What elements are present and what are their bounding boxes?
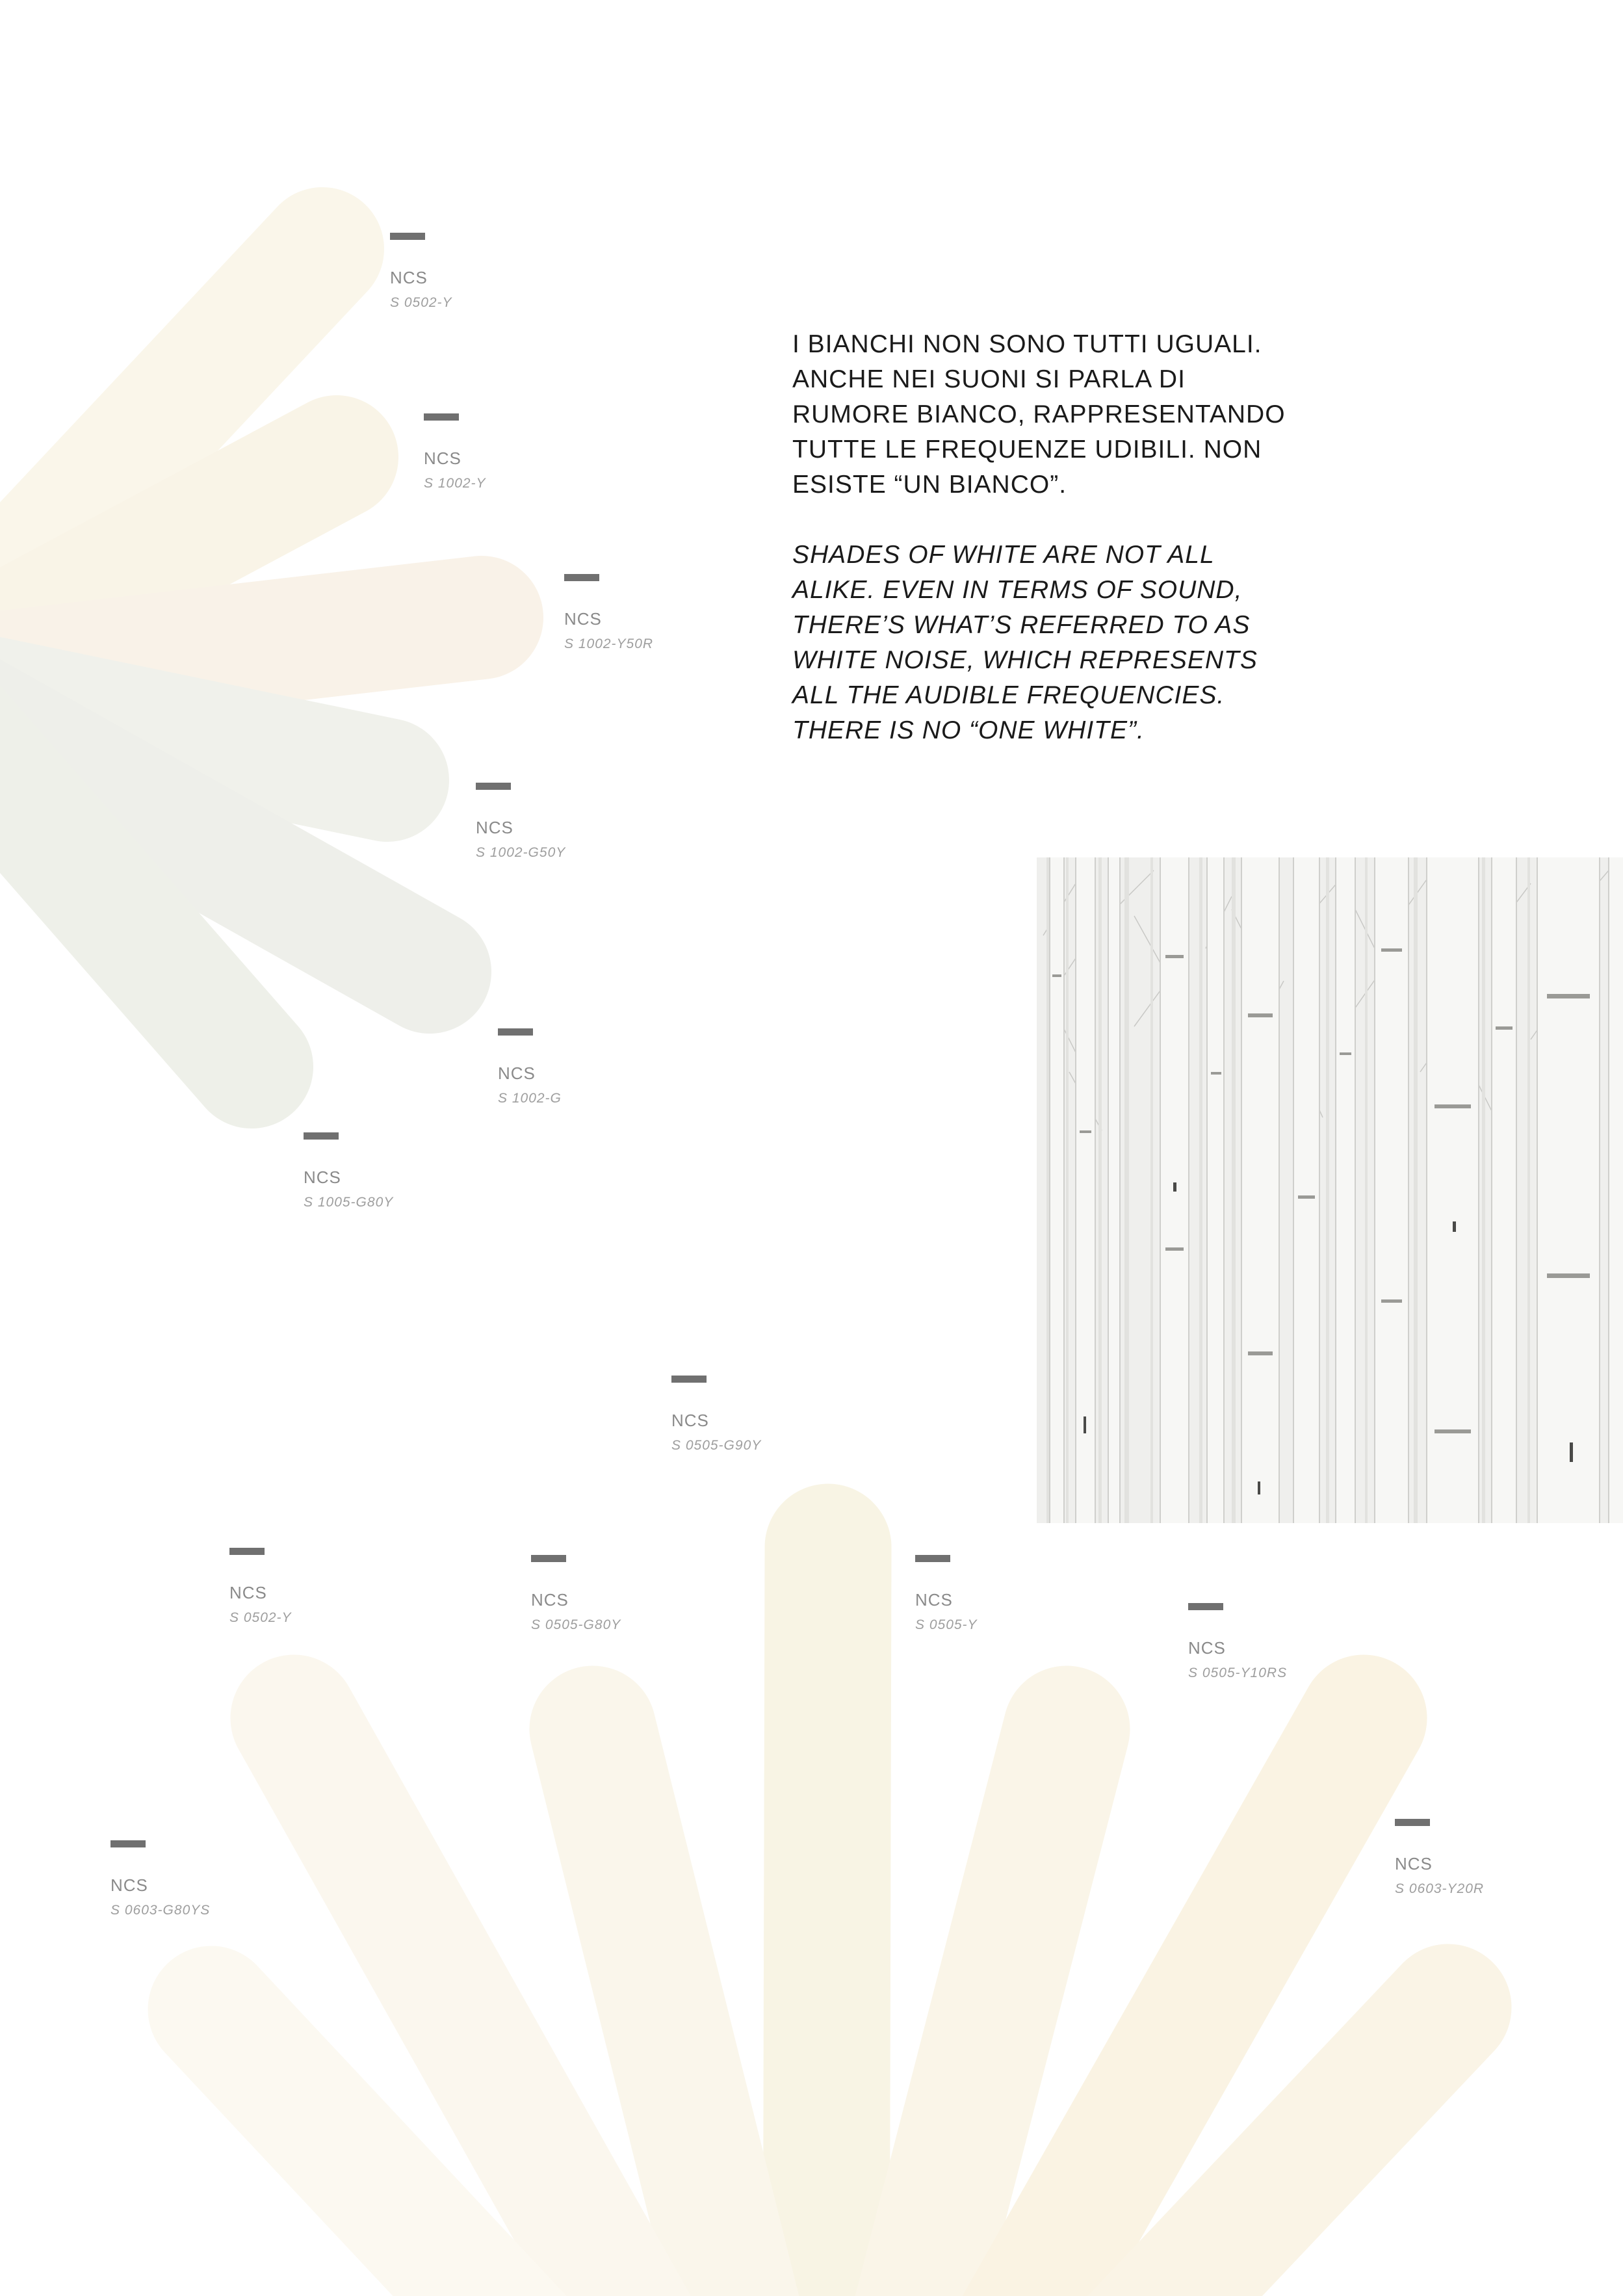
- swatch-label: [671, 1376, 761, 1452]
- swatch-code: S 0502-Y: [229, 1610, 292, 1625]
- swatch-marker: [1395, 1819, 1430, 1826]
- petal-s0505-g90y: [825, 1547, 828, 2296]
- swatch-code: S 1002-Y50R: [564, 636, 654, 651]
- swatch-code: S 0505-Y: [915, 1617, 978, 1632]
- swatch-label: [1188, 1603, 1287, 1680]
- swatch-marker: [424, 413, 459, 421]
- swatch-code: S 0502-Y: [390, 295, 452, 310]
- swatch-code: S 1002-G: [498, 1091, 562, 1106]
- swatch-marker: [671, 1376, 707, 1383]
- swatch-marker: [476, 783, 511, 790]
- english-paragraph: SHADES OF WHITE ARE NOT ALL ALIKE. EVEN IN TERMS OF SOUND, THERE’S WHAT’S REFERRED TO AS WHITE NOISE, WHICH REPRESENTS ALL THE AUDIBLE FREQUENCIES. THERE IS NO “ONE WHITE”.: [792, 541, 1258, 744]
- swatch-system: NCS: [671, 1411, 709, 1430]
- swatch-label: [1395, 1819, 1484, 1896]
- birch-forest-photo: [1037, 857, 1623, 1523]
- swatch-marker: [498, 1028, 533, 1036]
- swatch-marker: [1188, 1603, 1223, 1610]
- swatch-system: NCS: [110, 1875, 148, 1895]
- swatch-system: NCS: [390, 268, 428, 287]
- swatch-system: NCS: [229, 1583, 267, 1602]
- swatch-code: S 0603-Y20R: [1395, 1881, 1485, 1896]
- swatch-marker: [390, 233, 425, 240]
- swatch-marker: [915, 1555, 950, 1562]
- swatch-marker: [531, 1555, 566, 1562]
- swatch-code: S 0603-G80YS: [110, 1903, 211, 1918]
- swatch-label: [110, 1840, 210, 1917]
- swatch-marker: [110, 1840, 146, 1847]
- swatch-system: NCS: [424, 449, 461, 468]
- swatch-label: [476, 783, 565, 859]
- swatch-system: NCS: [304, 1168, 341, 1187]
- swatch-label: [564, 574, 653, 651]
- swatch-label: [531, 1555, 621, 1632]
- swatch-label: [304, 1132, 393, 1209]
- swatch-marker: [229, 1548, 265, 1555]
- swatch-system: NCS: [1395, 1854, 1433, 1873]
- swatch-system: NCS: [1188, 1638, 1226, 1658]
- swatch-code: S 1002-Y: [424, 476, 486, 491]
- swatch-label: [498, 1028, 562, 1105]
- swatch-code: S 0505-G90Y: [671, 1438, 762, 1453]
- swatch-label: [229, 1548, 292, 1624]
- swatch-marker: [304, 1132, 339, 1140]
- swatch-code: S 0505-G80Y: [531, 1617, 621, 1632]
- italian-paragraph: I BIANCHI NON SONO TUTTI UGUALI. ANCHE NEI SUONI SI PARLA DI RUMORE BIANCO, RAPPRESENTANDO TUTTE LE FREQUENZE UDIBILI. NON ESISTE “UN BIANCO”.: [792, 330, 1286, 499]
- text-block: [792, 327, 1351, 748]
- swatch-label: [390, 233, 452, 309]
- swatch-system: NCS: [531, 1590, 569, 1610]
- swatch-system: NCS: [498, 1063, 536, 1083]
- swatch-marker: [564, 574, 599, 581]
- swatch-code: S 1005-G80Y: [304, 1195, 394, 1210]
- swatch-code: S 1002-G50Y: [476, 845, 566, 860]
- swatch-label: [424, 413, 486, 490]
- swatch-system: NCS: [915, 1590, 953, 1610]
- swatch-system: NCS: [564, 609, 602, 629]
- swatch-label: [915, 1555, 978, 1632]
- swatch-code: S 0505-Y10RS: [1188, 1665, 1288, 1680]
- swatch-system: NCS: [476, 818, 513, 837]
